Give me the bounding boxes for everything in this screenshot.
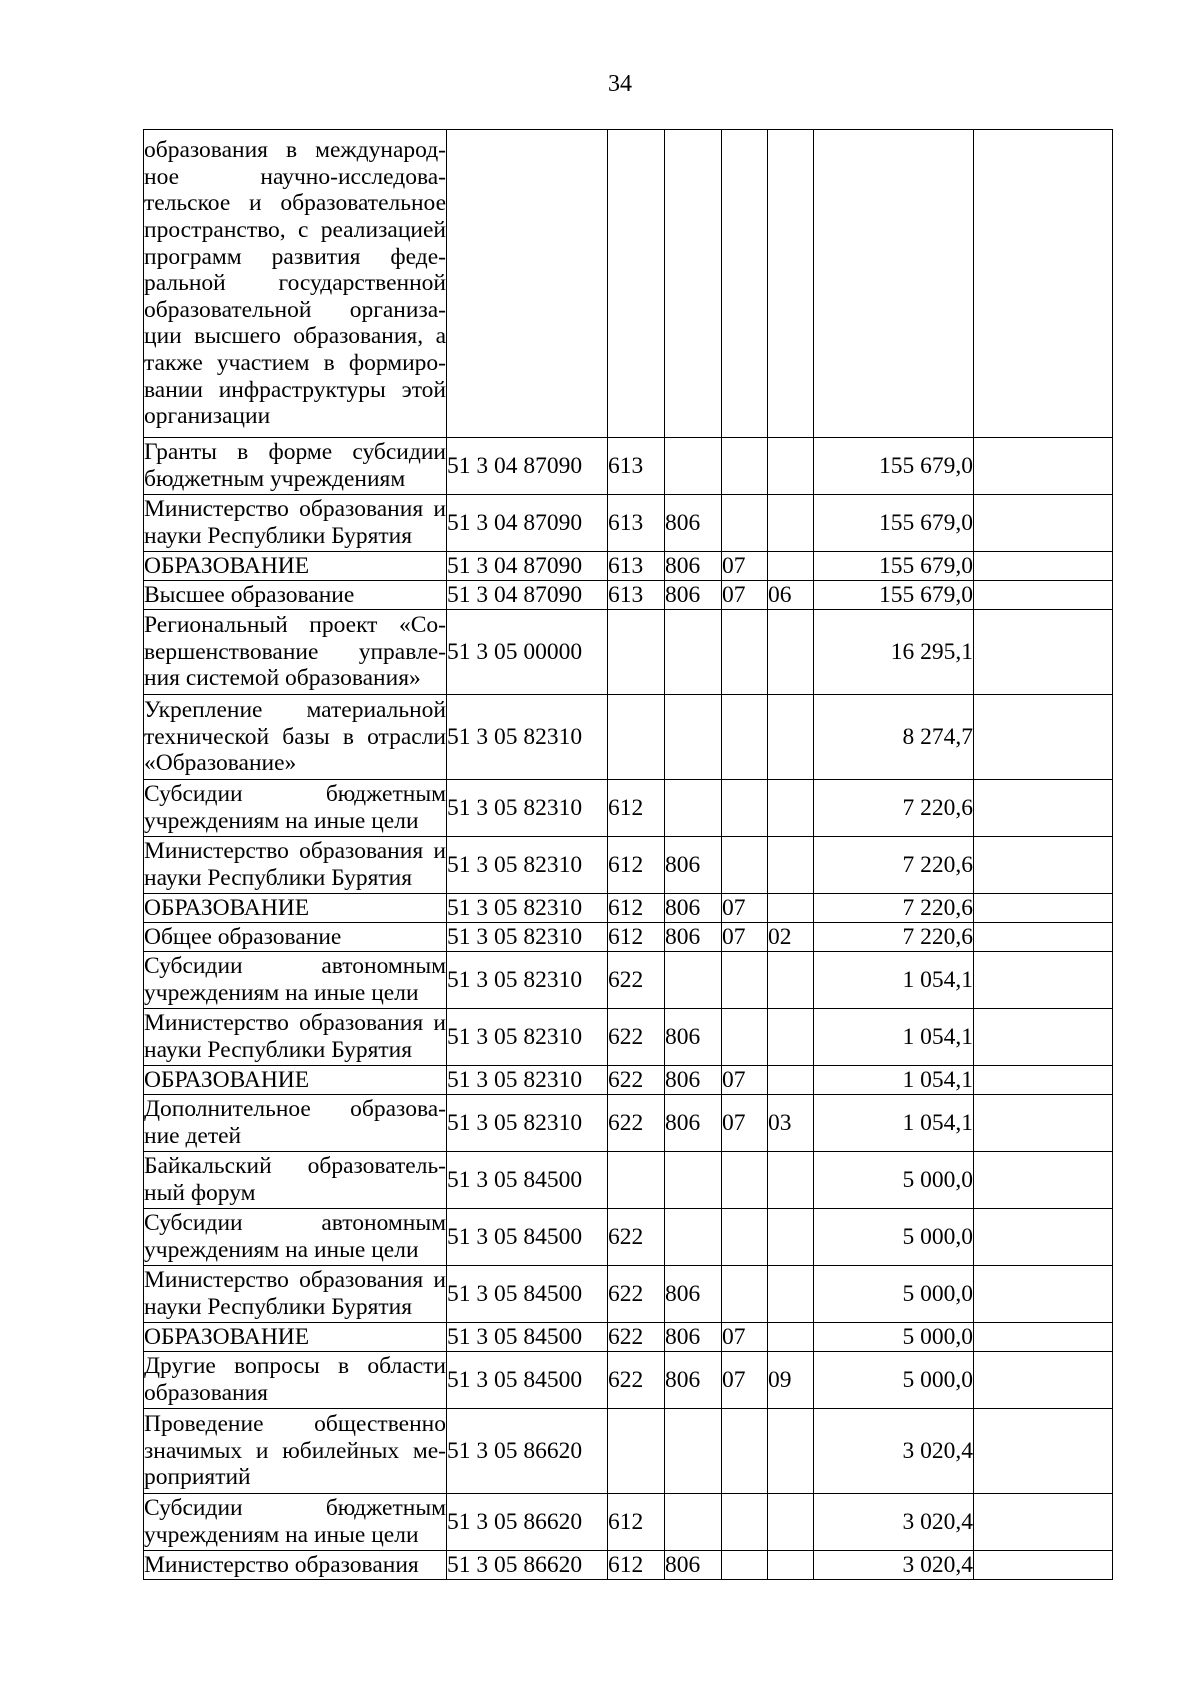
ministry-code-cell: 806 — [665, 1009, 722, 1066]
ministry-code-cell: 806 — [665, 837, 722, 894]
empty-cell — [974, 1409, 1113, 1494]
amount-cell: 16 295,1 — [814, 610, 974, 695]
subsection-code-cell: 09 — [768, 1352, 814, 1409]
target-article-code-cell: 51 3 04 87090 — [447, 581, 608, 610]
subsection-code-cell — [768, 1551, 814, 1580]
empty-cell — [974, 952, 1113, 1009]
table-row — [144, 1352, 1113, 1409]
target-article-code-cell: 51 3 05 86620 — [447, 1494, 608, 1551]
empty-cell — [974, 1066, 1113, 1095]
item-name-cell: Укрепление материальной технической базы в отрасли «Образование» — [144, 695, 447, 780]
subsection-code-cell — [768, 1209, 814, 1266]
section-code-cell — [722, 952, 768, 1009]
empty-cell — [974, 130, 1113, 438]
ministry-code-cell: 806 — [665, 1095, 722, 1152]
table-row — [144, 1095, 1113, 1152]
item-name-cell: Общее образование — [144, 923, 447, 952]
expense-type-code-cell: 622 — [608, 1266, 665, 1323]
item-name-cell: Министерство образования и науки Республики Бурятия — [144, 837, 447, 894]
amount-cell: 1 054,1 — [814, 952, 974, 1009]
section-code-cell: 07 — [722, 923, 768, 952]
table-row — [144, 1551, 1113, 1580]
subsection-code-cell: 03 — [768, 1095, 814, 1152]
table-row — [144, 130, 1113, 438]
ministry-code-cell: 806 — [665, 1066, 722, 1095]
section-code-cell — [722, 438, 768, 495]
section-code-cell — [722, 1266, 768, 1323]
item-name-cell: Субсидии бюджетным учреждениям на иные цели — [144, 780, 447, 837]
ministry-code-cell: 806 — [665, 1323, 722, 1352]
amount-cell — [814, 130, 974, 438]
ministry-code-cell — [665, 952, 722, 1009]
amount-cell: 5 000,0 — [814, 1209, 974, 1266]
expense-type-code-cell: 622 — [608, 1009, 665, 1066]
expense-type-code-cell — [608, 1152, 665, 1209]
table-row — [144, 1409, 1113, 1494]
item-name-cell: Проведение общественно значимых и юбилейных ме-роприятий — [144, 1409, 447, 1494]
amount-cell: 5 000,0 — [814, 1352, 974, 1409]
item-name-cell: ОБРАЗОВАНИЕ — [144, 894, 447, 923]
ministry-code-cell — [665, 438, 722, 495]
item-name-cell: ОБРАЗОВАНИЕ — [144, 1066, 447, 1095]
subsection-code-cell — [768, 780, 814, 837]
expense-type-code-cell — [608, 1409, 665, 1494]
expense-type-code-cell: 622 — [608, 1066, 665, 1095]
ministry-code-cell — [665, 1494, 722, 1551]
section-code-cell: 07 — [722, 1323, 768, 1352]
empty-cell — [974, 495, 1113, 552]
section-code-cell: 07 — [722, 894, 768, 923]
empty-cell — [974, 1494, 1113, 1551]
table-row — [144, 438, 1113, 495]
amount-cell: 1 054,1 — [814, 1095, 974, 1152]
target-article-code-cell: 51 3 05 82310 — [447, 952, 608, 1009]
ministry-code-cell — [665, 130, 722, 438]
section-code-cell — [722, 695, 768, 780]
empty-cell — [974, 1551, 1113, 1580]
table-row — [144, 1266, 1113, 1323]
target-article-code-cell: 51 3 05 84500 — [447, 1209, 608, 1266]
item-name-cell: Региональный проект «Со-вершенствование управле-ния системой образования» — [144, 610, 447, 695]
target-article-code-cell: 51 3 05 82310 — [447, 894, 608, 923]
section-code-cell: 07 — [722, 552, 768, 581]
empty-cell — [974, 780, 1113, 837]
subsection-code-cell: 02 — [768, 923, 814, 952]
item-name-cell: Министерство образования и науки Республики Бурятия — [144, 495, 447, 552]
item-name-cell: образования в международ-ное научно-исследова-тельское и образовательное пространство, с реализацией программ развития феде-ральной государственной образовательной организа-ции высшего образования, а также участием в формиро-вании инфраструктуры этой организации — [144, 130, 447, 438]
subsection-code-cell — [768, 130, 814, 438]
table-row — [144, 581, 1113, 610]
section-code-cell — [722, 1209, 768, 1266]
amount-cell: 3 020,4 — [814, 1409, 974, 1494]
section-code-cell — [722, 610, 768, 695]
table-body — [144, 130, 1113, 1580]
subsection-code-cell — [768, 894, 814, 923]
empty-cell — [974, 552, 1113, 581]
ministry-code-cell: 806 — [665, 923, 722, 952]
item-name-cell: Субсидии автономным учреждениям на иные цели — [144, 1209, 447, 1266]
target-article-code-cell: 51 3 05 84500 — [447, 1323, 608, 1352]
subsection-code-cell — [768, 1152, 814, 1209]
section-code-cell — [722, 1494, 768, 1551]
table-row — [144, 610, 1113, 695]
page-number: 34 — [608, 71, 632, 97]
expense-type-code-cell: 612 — [608, 1494, 665, 1551]
empty-cell — [974, 1352, 1113, 1409]
subsection-code-cell — [768, 552, 814, 581]
target-article-code-cell: 51 3 04 87090 — [447, 438, 608, 495]
amount-cell: 155 679,0 — [814, 552, 974, 581]
target-article-code-cell: 51 3 05 82310 — [447, 837, 608, 894]
target-article-code-cell: 51 3 05 82310 — [447, 1066, 608, 1095]
item-name-cell: ОБРАЗОВАНИЕ — [144, 552, 447, 581]
subsection-code-cell — [768, 837, 814, 894]
amount-cell: 155 679,0 — [814, 581, 974, 610]
item-name-cell: Субсидии автономным учреждениям на иные цели — [144, 952, 447, 1009]
section-code-cell: 07 — [722, 1352, 768, 1409]
section-code-cell — [722, 780, 768, 837]
amount-cell: 5 000,0 — [814, 1266, 974, 1323]
empty-cell — [974, 610, 1113, 695]
target-article-code-cell: 51 3 05 86620 — [447, 1409, 608, 1494]
section-code-cell — [722, 1152, 768, 1209]
target-article-code-cell: 51 3 05 82310 — [447, 1095, 608, 1152]
subsection-code-cell — [768, 610, 814, 695]
empty-cell — [974, 837, 1113, 894]
expense-type-code-cell: 612 — [608, 780, 665, 837]
ministry-code-cell — [665, 1152, 722, 1209]
empty-cell — [974, 923, 1113, 952]
table-row — [144, 952, 1113, 1009]
subsection-code-cell — [768, 1009, 814, 1066]
expense-type-code-cell: 622 — [608, 1323, 665, 1352]
table-row — [144, 1009, 1113, 1066]
item-name-cell: ОБРАЗОВАНИЕ — [144, 1323, 447, 1352]
target-article-code-cell: 51 3 05 84500 — [447, 1266, 608, 1323]
ministry-code-cell: 806 — [665, 1352, 722, 1409]
section-code-cell — [722, 130, 768, 438]
section-code-cell: 07 — [722, 1095, 768, 1152]
target-article-code-cell: 51 3 05 82310 — [447, 923, 608, 952]
expense-type-code-cell: 612 — [608, 1551, 665, 1580]
subsection-code-cell — [768, 1494, 814, 1551]
ministry-code-cell: 806 — [665, 894, 722, 923]
expense-type-code-cell: 622 — [608, 1209, 665, 1266]
expense-type-code-cell: 622 — [608, 952, 665, 1009]
amount-cell: 155 679,0 — [814, 438, 974, 495]
target-article-code-cell: 51 3 05 86620 — [447, 1551, 608, 1580]
section-code-cell — [722, 837, 768, 894]
target-article-code-cell: 51 3 05 00000 — [447, 610, 608, 695]
section-code-cell: 07 — [722, 1066, 768, 1095]
target-article-code-cell: 51 3 04 87090 — [447, 495, 608, 552]
item-name-cell: Министерство образования — [144, 1551, 447, 1580]
expense-type-code-cell: 612 — [608, 837, 665, 894]
empty-cell — [974, 1209, 1113, 1266]
subsection-code-cell — [768, 1066, 814, 1095]
item-name-cell: Дополнительное образова-ние детей — [144, 1095, 447, 1152]
ministry-code-cell — [665, 780, 722, 837]
ministry-code-cell — [665, 695, 722, 780]
empty-cell — [974, 1323, 1113, 1352]
expense-type-code-cell — [608, 130, 665, 438]
target-article-code-cell — [447, 130, 608, 438]
ministry-code-cell — [665, 1209, 722, 1266]
subsection-code-cell — [768, 952, 814, 1009]
ministry-code-cell: 806 — [665, 1551, 722, 1580]
item-name-cell: Байкальский образователь-ный форум — [144, 1152, 447, 1209]
subsection-code-cell — [768, 1323, 814, 1352]
amount-cell: 7 220,6 — [814, 780, 974, 837]
subsection-code-cell — [768, 438, 814, 495]
ministry-code-cell: 806 — [665, 581, 722, 610]
item-name-cell: Высшее образование — [144, 581, 447, 610]
subsection-code-cell — [768, 1266, 814, 1323]
table-row — [144, 837, 1113, 894]
amount-cell: 3 020,4 — [814, 1551, 974, 1580]
amount-cell: 8 274,7 — [814, 695, 974, 780]
table-row — [144, 1152, 1113, 1209]
amount-cell: 3 020,4 — [814, 1494, 974, 1551]
empty-cell — [974, 1009, 1113, 1066]
table-row — [144, 495, 1113, 552]
section-code-cell — [722, 1551, 768, 1580]
expense-type-code-cell: 613 — [608, 552, 665, 581]
target-article-code-cell: 51 3 05 84500 — [447, 1152, 608, 1209]
empty-cell — [974, 1266, 1113, 1323]
item-name-cell: Другие вопросы в области образования — [144, 1352, 447, 1409]
section-code-cell — [722, 495, 768, 552]
ministry-code-cell — [665, 610, 722, 695]
target-article-code-cell: 51 3 04 87090 — [447, 552, 608, 581]
empty-cell — [974, 438, 1113, 495]
empty-cell — [974, 581, 1113, 610]
amount-cell: 5 000,0 — [814, 1152, 974, 1209]
expense-type-code-cell — [608, 610, 665, 695]
table-row — [144, 923, 1113, 952]
target-article-code-cell: 51 3 05 82310 — [447, 1009, 608, 1066]
subsection-code-cell: 06 — [768, 581, 814, 610]
subsection-code-cell — [768, 695, 814, 780]
amount-cell: 7 220,6 — [814, 837, 974, 894]
empty-cell — [974, 695, 1113, 780]
section-code-cell — [722, 1009, 768, 1066]
section-code-cell — [722, 1409, 768, 1494]
expense-type-code-cell: 622 — [608, 1352, 665, 1409]
table-row — [144, 1066, 1113, 1095]
ministry-code-cell: 806 — [665, 1266, 722, 1323]
empty-cell — [974, 894, 1113, 923]
empty-cell — [974, 1152, 1113, 1209]
amount-cell: 7 220,6 — [814, 923, 974, 952]
ministry-code-cell — [665, 1409, 722, 1494]
table-row — [144, 1323, 1113, 1352]
table-row — [144, 1209, 1113, 1266]
item-name-cell: Министерство образования и науки Республики Бурятия — [144, 1009, 447, 1066]
target-article-code-cell: 51 3 05 82310 — [447, 780, 608, 837]
ministry-code-cell: 806 — [665, 495, 722, 552]
empty-cell — [974, 1095, 1113, 1152]
expense-type-code-cell: 613 — [608, 438, 665, 495]
table-row — [144, 1494, 1113, 1551]
amount-cell: 1 054,1 — [814, 1009, 974, 1066]
target-article-code-cell: 51 3 05 82310 — [447, 695, 608, 780]
expense-type-code-cell — [608, 695, 665, 780]
target-article-code-cell: 51 3 05 84500 — [447, 1352, 608, 1409]
expense-type-code-cell: 612 — [608, 894, 665, 923]
section-code-cell: 07 — [722, 581, 768, 610]
item-name-cell: Гранты в форме субсидии бюджетным учреждениям — [144, 438, 447, 495]
table-row — [144, 552, 1113, 581]
amount-cell: 5 000,0 — [814, 1323, 974, 1352]
amount-cell: 7 220,6 — [814, 894, 974, 923]
expense-type-code-cell: 612 — [608, 923, 665, 952]
table-row — [144, 894, 1113, 923]
expense-type-code-cell: 613 — [608, 581, 665, 610]
expense-type-code-cell: 613 — [608, 495, 665, 552]
subsection-code-cell — [768, 495, 814, 552]
expense-type-code-cell: 622 — [608, 1095, 665, 1152]
subsection-code-cell — [768, 1409, 814, 1494]
table-row — [144, 780, 1113, 837]
ministry-code-cell: 806 — [665, 552, 722, 581]
amount-cell: 155 679,0 — [814, 495, 974, 552]
amount-cell: 1 054,1 — [814, 1066, 974, 1095]
table-row — [144, 695, 1113, 780]
budget-table — [143, 129, 1113, 1580]
item-name-cell: Субсидии бюджетным учреждениям на иные цели — [144, 1494, 447, 1551]
item-name-cell: Министерство образования и науки Республики Бурятия — [144, 1266, 447, 1323]
